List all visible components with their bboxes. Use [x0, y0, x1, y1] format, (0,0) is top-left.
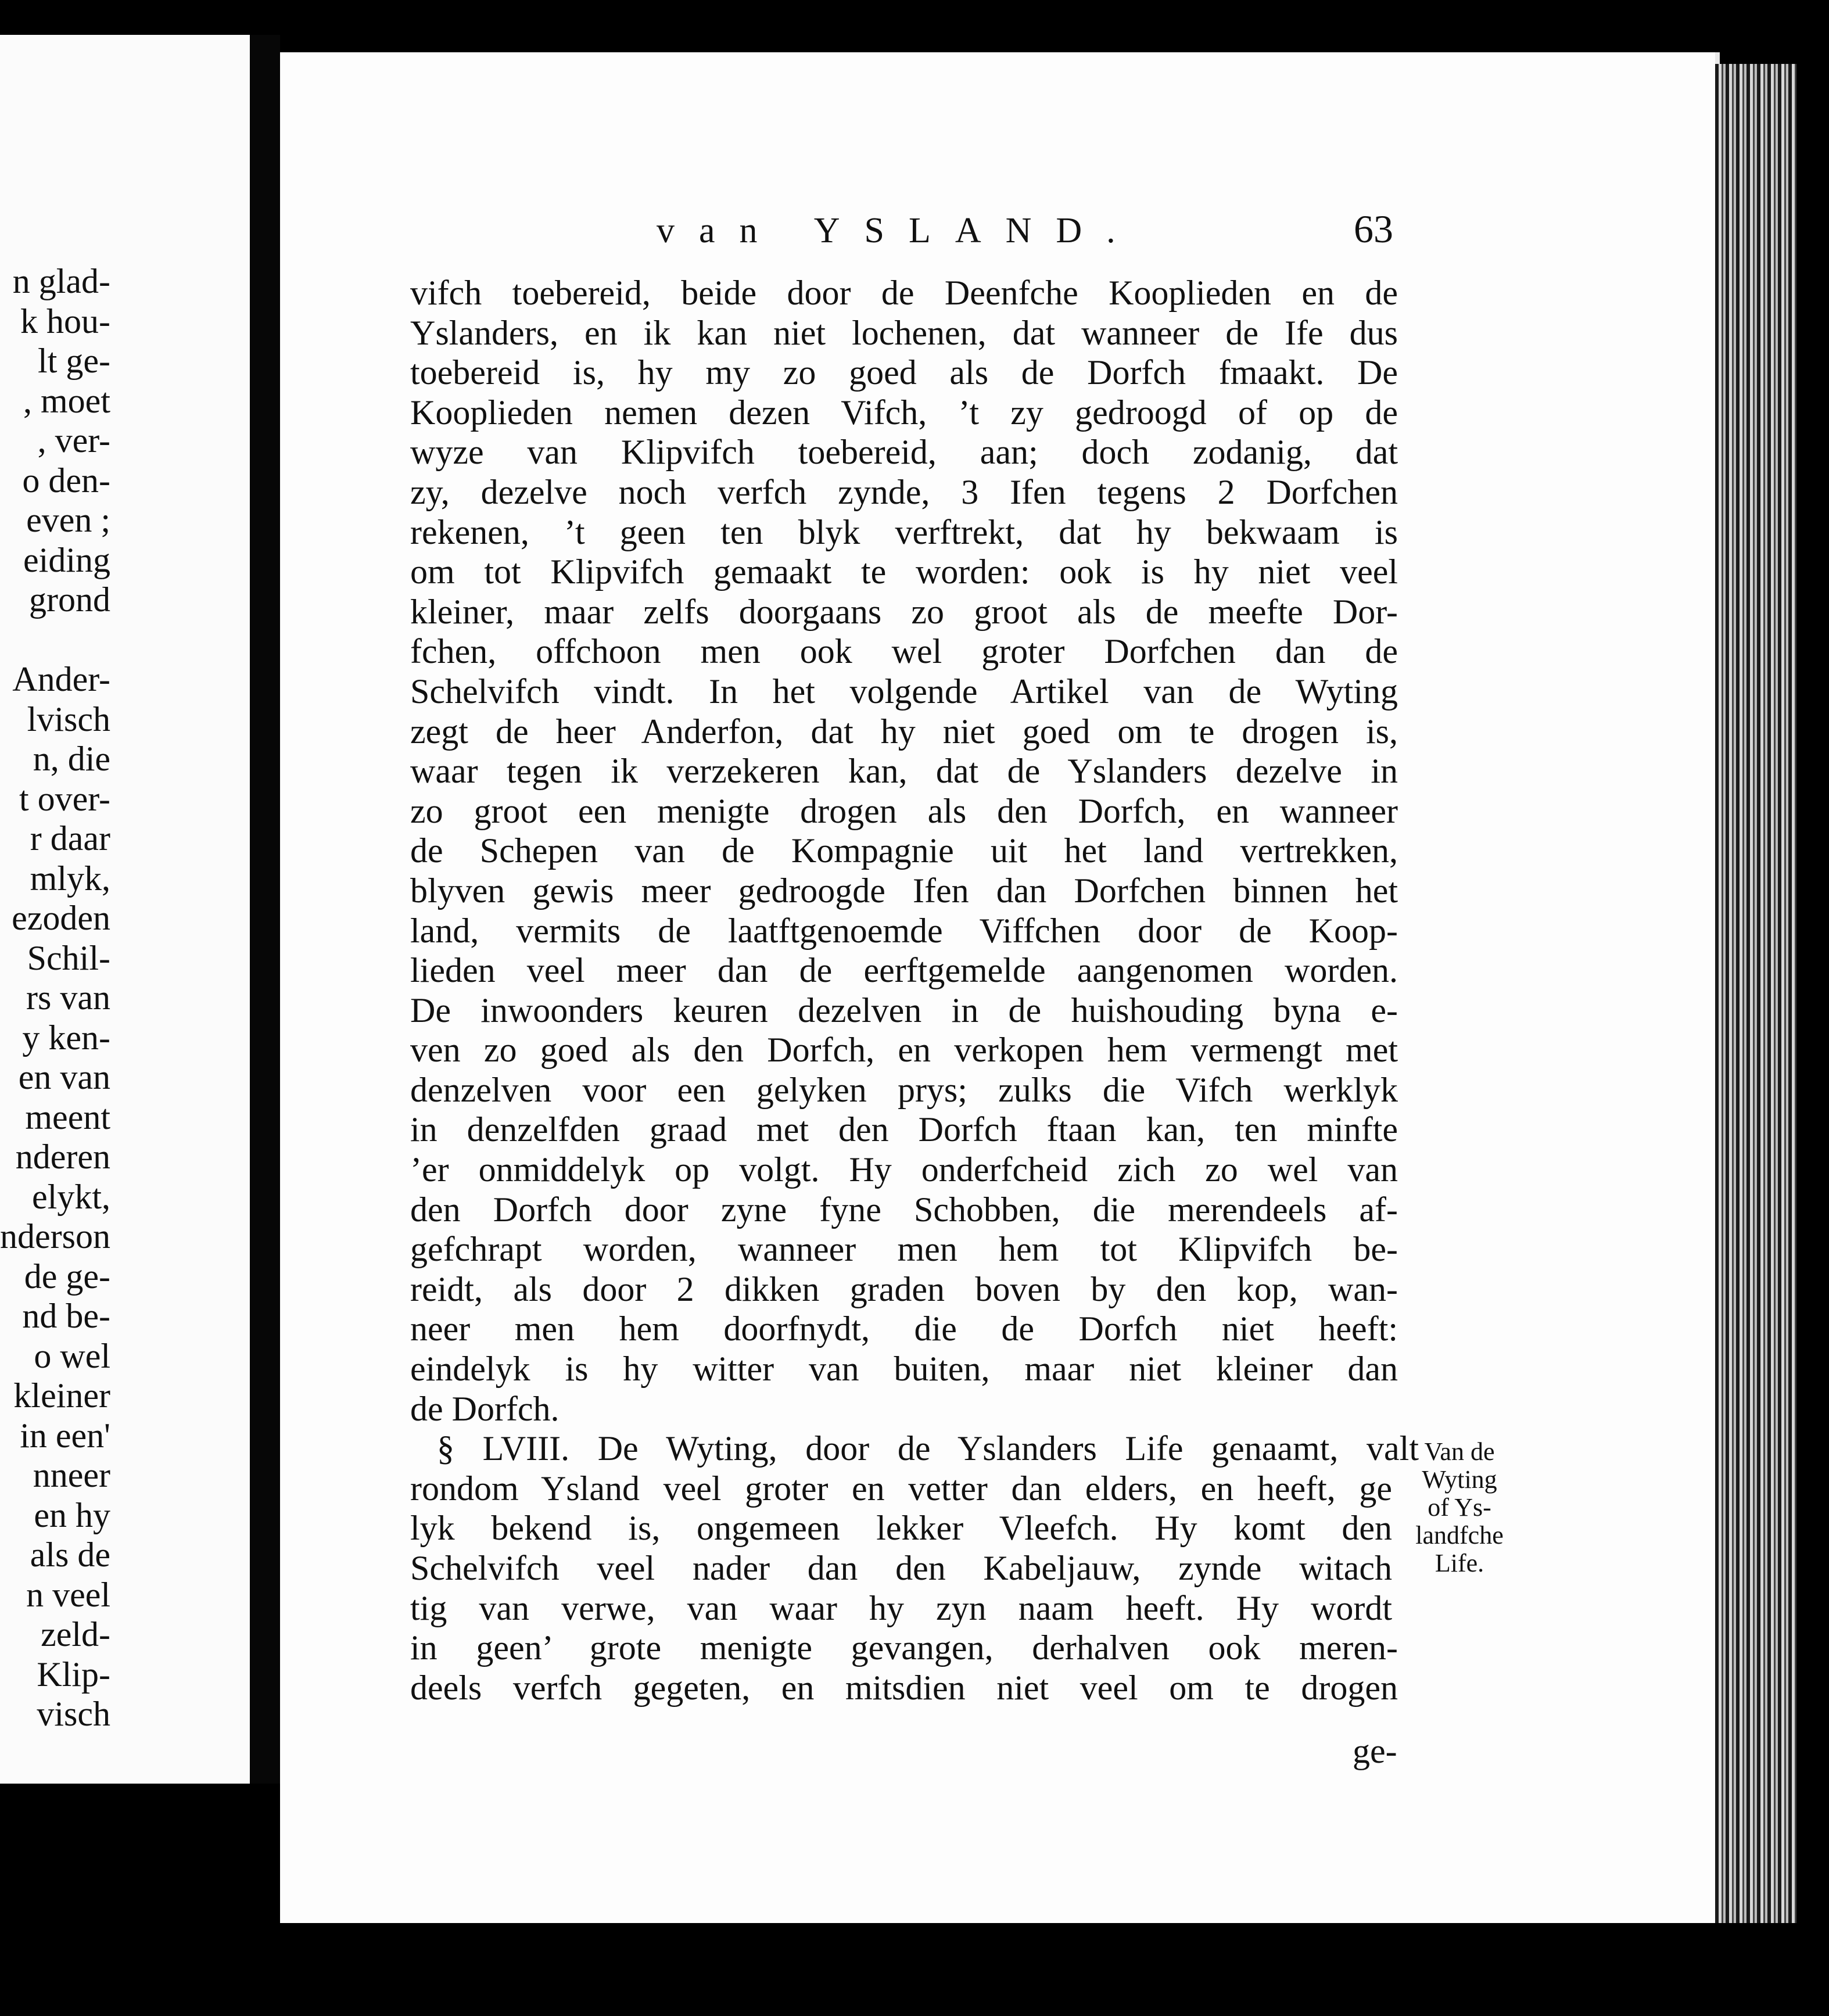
text-line: neer men hem doorfnydt, die de Dorfch niet heeft:: [410, 1310, 1398, 1348]
text-line: Kooplieden nemen dezen Vifch, ’t zy gedroogd of op de: [410, 393, 1398, 432]
text-line: Schelvifch vindt. In het volgende Artikel van de Wyting: [410, 672, 1398, 711]
text-line: lyk bekend is, ongemeen lekker Vleefch. Hy komt den: [410, 1509, 1392, 1548]
text-line: Schelvifch veel nader dan den Kabeljauw, zynde witach: [410, 1549, 1392, 1587]
text-line: De inwoonders keuren dezelven in de huishouding byna e-: [410, 991, 1398, 1029]
left-page-line: nderson: [0, 1217, 110, 1255]
left-page-line: de ge-: [24, 1257, 110, 1296]
text-line: om tot Klipvifch gemaakt te worden: ook is hy niet veel: [410, 553, 1398, 591]
left-page-line: eiding: [23, 540, 110, 579]
text-line: de Schepen van de Kompagnie uit het land vertrekken,: [410, 831, 1398, 870]
left-page-line: Schil-: [27, 938, 110, 977]
text-line: toebereid is, hy my zo goed als de Dorfch fmaakt. De: [410, 353, 1398, 392]
left-page-line: ezoden: [12, 899, 110, 937]
left-page-line: o den-: [22, 461, 110, 500]
left-page-line: mlyk,: [30, 859, 110, 898]
left-page-line: even ;: [26, 501, 110, 539]
left-page-line: n veel: [26, 1575, 110, 1614]
left-page-line: rs van: [26, 978, 110, 1017]
text-line: in denzelfden graad met den Dorfch ftaan kan, ten minfte: [410, 1110, 1398, 1149]
marginal-note: [1401, 1438, 1518, 1577]
left-page-line: Klip-: [37, 1655, 110, 1694]
marginal-note-line: of Ys-: [1428, 1493, 1491, 1522]
text-line: wyze van Klipvifch toebereid, aan; doch zodanig, dat: [410, 433, 1398, 472]
text-line: land, vermits de laatftgenoemde Viffchen door de Koop-: [410, 911, 1398, 950]
marginal-note-line: Life.: [1434, 1549, 1484, 1577]
left-page-line: , ver-: [37, 421, 110, 460]
left-page-line: visch: [37, 1695, 110, 1733]
text-line: zegt de heer Anderfon, dat hy niet goed om te drogen is,: [410, 712, 1398, 751]
text-line: lieden veel meer dan de eerftgemelde aangenomen worden.: [410, 951, 1398, 990]
text-line: zy, dezelve noch verfch zynde, 3 Ifen tegens 2 Dorfchen: [410, 472, 1398, 511]
text-line: ’er onmiddelyk op volgt. Hy onderfcheid zich zo wel van: [410, 1150, 1398, 1189]
marginal-note-line: Wyting: [1422, 1465, 1497, 1494]
text-line: Yslanders, en ik kan niet lochenen, dat wanneer de Ife dus: [410, 313, 1398, 352]
text-line: tig van verwe, van waar hy zyn naam heeft. Hy wordt: [410, 1588, 1392, 1627]
text-line: zo groot een menigte drogen als den Dorfch, en wanneer: [410, 791, 1398, 830]
text-line: reidt, als door 2 dikken graden boven by den kop, wan-: [410, 1269, 1398, 1308]
left-page-line: meent: [25, 1097, 110, 1136]
left-page-line: o wel: [34, 1336, 110, 1375]
left-page-line: nderen: [15, 1138, 110, 1176]
left-page-text: [0, 261, 110, 1734]
text-line: de Dorfch.: [410, 1389, 560, 1428]
left-page-line: elykt,: [32, 1177, 110, 1216]
text-line: den Dorfch door zyne fyne Schobben, die merendeels af-: [410, 1190, 1398, 1229]
text-line: blyven gewis meer gedroogde Ifen dan Dorfchen binnen het: [410, 871, 1398, 910]
left-page-line: lvisch: [27, 699, 110, 738]
text-line: kleiner, maar zelfs doorgaans zo groot als de meefte Dor-: [410, 592, 1398, 631]
text-line: § LVIII. De Wyting, door de Yslanders Life genaamt, valt: [437, 1429, 1419, 1468]
text-line: deels verfch gegeten, en mitsdien niet veel om te drogen: [410, 1668, 1398, 1707]
left-page-line: , moet: [23, 381, 110, 420]
text-line: fchen, offchoon men ook wel groter Dorfchen dan de: [410, 632, 1398, 671]
marginal-note-line: landfche: [1415, 1521, 1504, 1549]
marginal-note-line: Van de: [1424, 1437, 1495, 1466]
left-page: [0, 35, 250, 1784]
body-text: [410, 273, 1419, 1707]
text-line: rondom Ysland veel groter en vetter dan elders, en heeft, ge: [410, 1469, 1392, 1508]
book-page-edges: [1715, 64, 1796, 1923]
text-line: vifch toebereid, beide door de Deenfche Kooplieden en de: [410, 274, 1398, 312]
left-page-line: n, die: [33, 740, 110, 778]
left-page-line: kleiner: [13, 1376, 110, 1415]
text-line: waar tegen ik verzekeren kan, dat de Yslanders dezelve in: [410, 752, 1398, 791]
left-page-line: in een': [20, 1416, 110, 1455]
left-page-line: y ken-: [22, 1018, 110, 1057]
left-page-line: [0, 620, 110, 660]
catchword: ge-: [1353, 1732, 1397, 1770]
left-page-line: Ander-: [12, 660, 110, 698]
running-head: van YSLAND.: [657, 211, 1140, 250]
text-line: eindelyk is hy witter van buiten, maar niet kleiner dan: [410, 1350, 1398, 1389]
left-page-line: lt ge-: [38, 342, 110, 380]
left-page-line: als de: [30, 1536, 110, 1574]
left-page-line: grond: [29, 580, 110, 619]
text-line: rekenen, ’t geen ten blyk verftrekt, dat hy bekwaam is: [410, 512, 1398, 551]
left-page-line: k hou-: [20, 302, 110, 340]
left-page-line: nd be-: [22, 1297, 110, 1335]
left-page-line: t over-: [19, 779, 110, 818]
left-page-line: r daar: [30, 819, 110, 858]
left-page-line: nneer: [33, 1456, 110, 1494]
left-page-line: en van: [18, 1058, 110, 1096]
book-gutter: [250, 35, 280, 1784]
left-page-line: en hy: [34, 1495, 110, 1534]
page-number: 63: [1354, 207, 1393, 251]
text-line: denzelven voor een gelyken prys; zulks die Vifch werklyk: [410, 1070, 1398, 1109]
left-page-line: zeld-: [41, 1615, 110, 1653]
left-page-line: n glad-: [12, 262, 110, 300]
text-line: in geen’ grote menigte gevangen, derhalven ook meren-: [410, 1628, 1398, 1667]
text-line: ven zo goed als den Dorfch, en verkopen hem vermengt met: [410, 1031, 1398, 1070]
text-line: gefchrapt worden, wanneer men hem tot Klipvifch be-: [410, 1230, 1398, 1269]
